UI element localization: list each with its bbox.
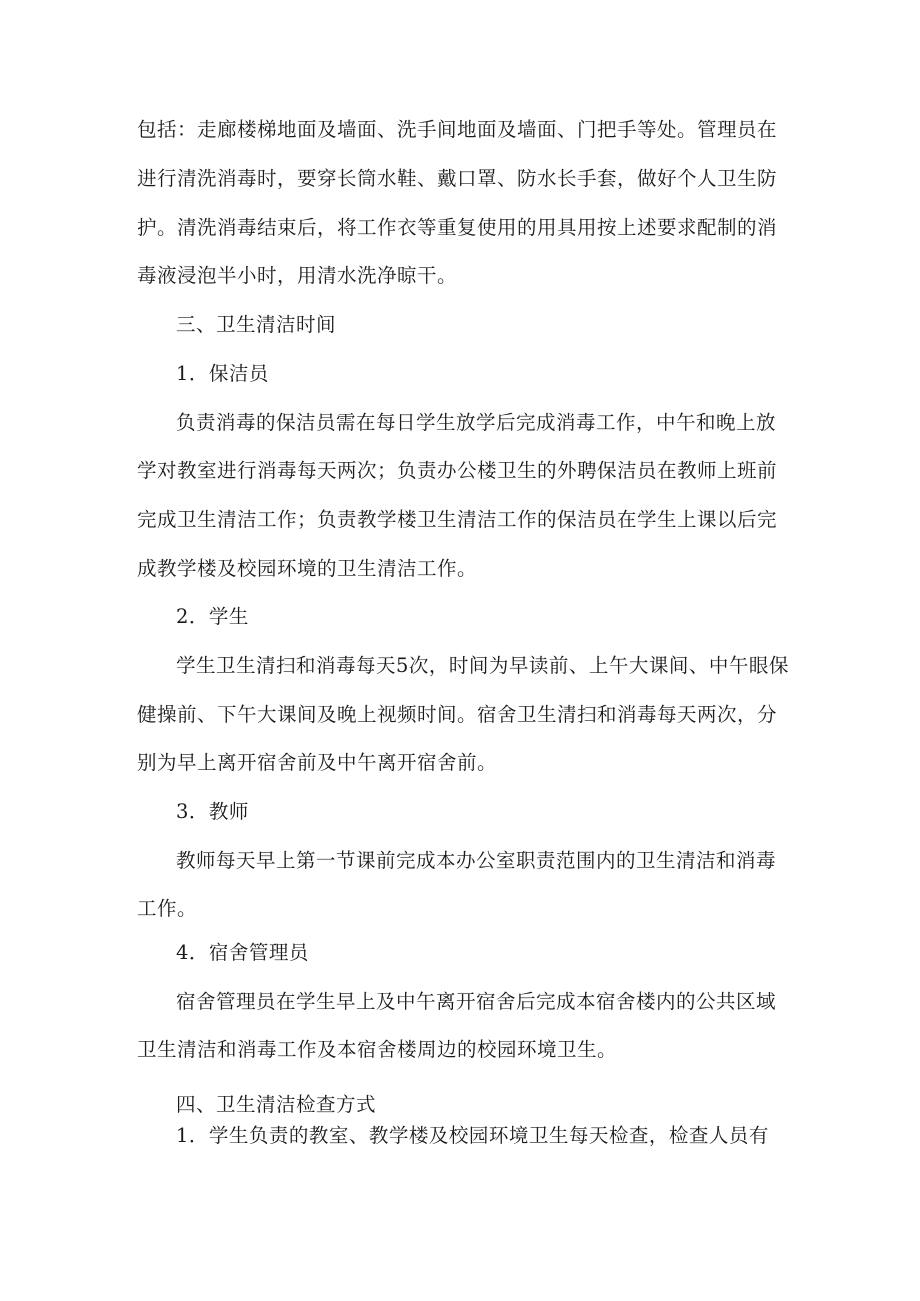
subsection-heading: 1．保洁员 bbox=[176, 362, 269, 385]
paragraph-line: 进行清洗消毒时，要穿长筒水鞋、戴口罩、防水长手套，做好个人卫生防 bbox=[137, 167, 778, 190]
paragraph-line: 完成卫生清洁工作；负责教学楼卫生清洁工作的保洁员在学生上课以后完 bbox=[137, 508, 778, 531]
paragraph-line: 负责消毒的保洁员需在每日学生放学后完成消毒工作，中午和晚上放 bbox=[176, 411, 777, 434]
paragraph-line: 健操前、下午大课间及晚上视频时间。宿舍卫生清扫和消毒每天两次，分 bbox=[137, 703, 778, 726]
paragraph-line: 别为早上离开宿舍前及中午离开宿舍前。 bbox=[137, 751, 498, 774]
section-heading: 四、卫生清洁检查方式 bbox=[176, 1093, 377, 1116]
paragraph-line: 包括：走廊楼梯地面及墙面、洗手间地面及墙面、门把手等处。管理员在 bbox=[137, 118, 778, 141]
section-heading: 三、卫生清洁时间 bbox=[176, 313, 337, 336]
subsection-heading: 4．宿舍管理员 bbox=[176, 941, 309, 964]
paragraph-line: 学对教室进行消毒每天两次；负责办公楼卫生的外聘保洁员在教师上班前 bbox=[137, 459, 778, 482]
paragraph-line: 宿舍管理员在学生早上及中午离开宿舍后完成本宿舍楼内的公共区域 bbox=[176, 990, 777, 1013]
subsection-heading: 3．教师 bbox=[176, 800, 249, 823]
paragraph-line: 工作。 bbox=[137, 897, 198, 920]
subsection-heading: 2．学生 bbox=[176, 605, 249, 628]
paragraph-line: 卫生清洁和消毒工作及本宿舍楼周边的校园环境卫生。 bbox=[137, 1038, 618, 1061]
paragraph-line: 1．学生负责的教室、教学楼及校园环境卫生每天检查，检查人员有 bbox=[176, 1124, 769, 1147]
paragraph-line: 学生卫生清扫和消毒每天5次，时间为早读前、上午大课间、中午眼保 bbox=[176, 654, 789, 677]
paragraph-line: 教师每天早上第一节课前完成本办公室职责范围内的卫生清洁和消毒 bbox=[176, 849, 777, 872]
paragraph-line: 毒液浸泡半小时，用清水洗净晾干。 bbox=[137, 264, 458, 287]
paragraph-line: 护。清洗消毒结束后，将工作衣等重复使用的用具用按上述要求配制的消 bbox=[137, 216, 778, 239]
paragraph-line: 成教学楼及校园环境的卫生清洁工作。 bbox=[137, 557, 478, 580]
